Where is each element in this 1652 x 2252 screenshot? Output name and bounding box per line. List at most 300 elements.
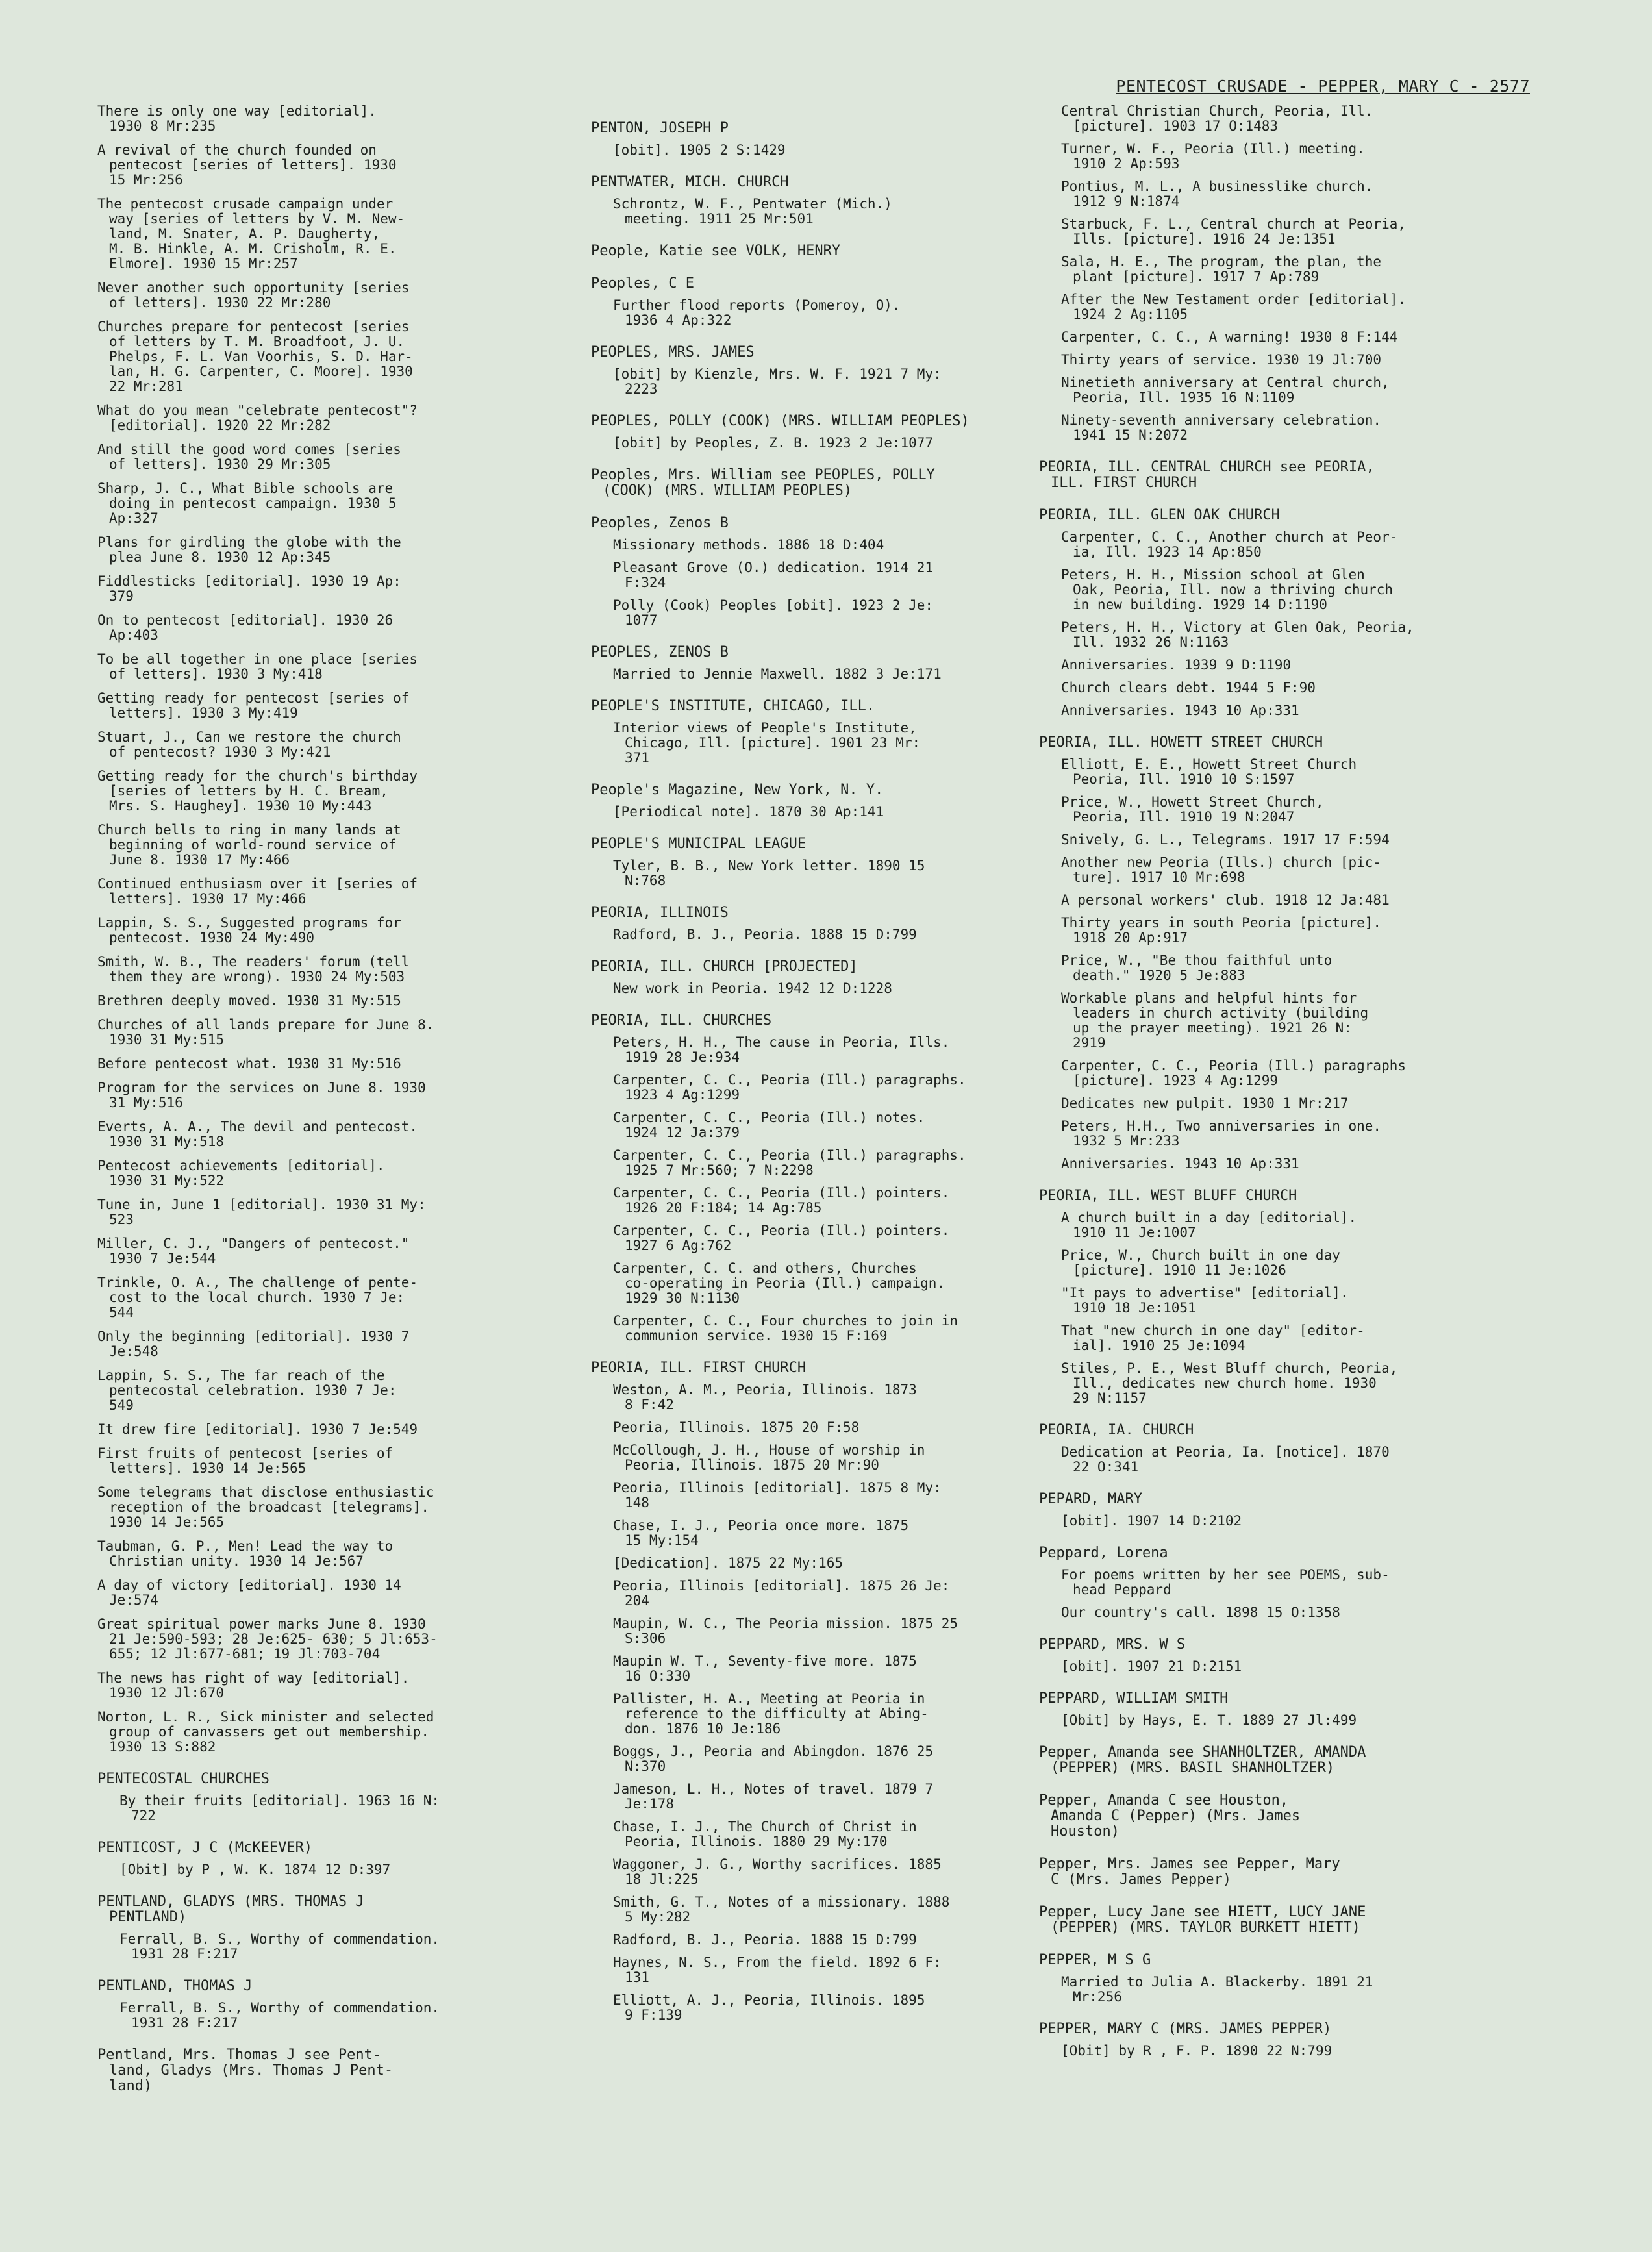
entry-line: [editorial]. 1920 22 Mr:282 <box>109 418 331 433</box>
entry-line: 1923 4 Ag:1299 <box>625 1087 740 1103</box>
entry-line: PENTICOST, J C (McKEEVER) <box>97 1840 313 1856</box>
entry-line: head Peppard <box>1073 1582 1171 1597</box>
entry-line: The pentecost crusade campaign under <box>97 196 394 212</box>
entry-line: reference to the difficulty at Abing- <box>625 1706 929 1721</box>
entry-line: People's Magazine, New York, N. Y. <box>591 782 884 798</box>
index-reference <box>119 2001 552 2031</box>
entry-line: [picture]. 1903 17 O:1483 <box>1073 118 1279 134</box>
entry-line: A personal workers' club. 1918 12 Ja:481 <box>1061 892 1390 908</box>
entry-line: Anniversaries. 1943 10 Ap:331 <box>1061 703 1299 718</box>
index-reference <box>119 1794 552 1823</box>
entry-line: Carpenter, C. C., Peoria (Ill.) paragraphs. <box>613 1072 966 1088</box>
entry-line: Peoria, Ill. 1910 19 N:2047 <box>1073 809 1295 825</box>
index-reference <box>613 1993 1045 2023</box>
entry-line: 1930 31 My:522 <box>109 1173 225 1188</box>
index-heading <box>97 1840 552 1856</box>
index-entry <box>97 104 552 134</box>
entry-line: On to pentecost [editorial]. 1930 26 <box>97 612 394 628</box>
index-heading <box>1039 1423 1494 1438</box>
index-entry <box>97 1120 552 1149</box>
entry-line: of letters]. 1930 22 Mr:280 <box>109 295 331 310</box>
entry-line: Great spiritual power marks June 8. 1930 <box>97 1616 426 1632</box>
entry-line: 1924 12 Ja:379 <box>625 1125 740 1140</box>
index-reference <box>613 927 1045 942</box>
entry-line: 22 Mr:281 <box>109 379 183 394</box>
entry-line: 1936 4 Ap:322 <box>625 312 732 328</box>
entry-line: 1918 20 Ap:917 <box>1073 930 1188 945</box>
entry-line: PENTLAND) <box>109 1909 187 1925</box>
column-3 <box>1039 104 1494 2066</box>
entry-line: Ferrall, B. S., Worthy of commendation. <box>119 2000 440 2016</box>
entry-line: 544 <box>109 1305 134 1320</box>
entry-line: C (Mrs. James Pepper) <box>1051 1871 1232 1888</box>
entry-line: Je:548 <box>109 1344 158 1359</box>
entry-line: To be all together in one place [series <box>97 651 418 667</box>
entry-line: Trinkle, O. A., The challenge of pente- <box>97 1275 418 1290</box>
index-heading <box>591 905 1045 921</box>
index-reference <box>613 367 1045 397</box>
entry-line: 2223 <box>625 381 658 397</box>
entry-line: Je:574 <box>109 1592 158 1608</box>
entry-line: Plans for girdling the globe with the <box>97 534 401 550</box>
entry-line: Ill. 1932 26 N:1163 <box>1073 634 1229 650</box>
entry-line: 1930 14 Je:565 <box>109 1514 225 1530</box>
entry-line: 655; 12 Jl:677-681; 19 Jl:703-704 <box>109 1646 381 1662</box>
entry-line: Smith, W. B., The readers' forum (tell <box>97 954 410 970</box>
index-entry <box>97 1485 552 1530</box>
index-reference <box>613 805 1045 819</box>
entry-line: pentecost. 1930 24 My:490 <box>109 930 315 945</box>
entry-line: Getting ready for pentecost [series of <box>97 690 410 706</box>
index-heading <box>1039 1492 1494 1507</box>
entry-line: [obit] by Kienzle, Mrs. W. F. 1921 7 My: <box>613 366 942 382</box>
entry-line: Peoria, Illinois. 1880 29 My:170 <box>625 1834 888 1849</box>
index-reference <box>1061 757 1494 787</box>
entry-line: plea June 8. 1930 12 Ap:345 <box>109 549 331 565</box>
index-heading <box>97 1894 552 1925</box>
index-reference <box>613 560 1045 590</box>
entry-line: Lappin, S. S., Suggested programs for <box>97 915 401 931</box>
index-heading <box>97 2047 552 2094</box>
index-reference <box>1061 832 1494 847</box>
entry-line: Pontius, M. L., A businesslike church. <box>1061 179 1373 194</box>
index-entry <box>97 143 552 188</box>
entry-line: Carpenter, C. C., Another church at Peor- <box>1061 529 1398 545</box>
entry-line: After the New Testament order [editorial]. <box>1061 292 1407 307</box>
entry-line: pentecostal celebration. 1930 7 Je: <box>109 1382 397 1398</box>
entry-line: Dedicates new pulpit. 1930 1 Mr:217 <box>1061 1095 1349 1111</box>
entry-line: [obit]. 1907 21 D:2151 <box>1061 1658 1242 1674</box>
entry-line: PENTWATER, MICH. CHURCH <box>591 174 789 190</box>
entry-line: 1931 28 F:217 <box>131 1946 238 1962</box>
entry-line: Polly (Cook) Peoples [obit]. 1923 2 Je: <box>613 597 934 613</box>
index-reference <box>1061 2044 1494 2058</box>
index-reference <box>613 1518 1045 1548</box>
entry-line: Mr:256 <box>1073 1989 1122 2005</box>
entry-line: Pepper, Amanda C see Houston, <box>1039 1792 1289 1808</box>
entry-line: don. 1876 10 Je:186 <box>625 1721 781 1736</box>
index-reference <box>613 1933 1045 1947</box>
entry-line: 722 <box>131 1808 156 1823</box>
index-entry <box>97 281 552 310</box>
entry-line: 1919 28 Je:934 <box>625 1049 740 1065</box>
entry-line: First fruits of pentecost [series of <box>97 1445 394 1461</box>
entry-line: pentecost [series of letters]. 1930 <box>109 157 397 173</box>
entry-line: 131 <box>625 1970 649 1985</box>
index-reference <box>613 1186 1045 1216</box>
entry-line: Price, W., Howett Street Church, <box>1061 794 1324 810</box>
index-reference <box>613 1857 1045 1887</box>
index-entry <box>97 535 552 565</box>
index-entry <box>97 1446 552 1476</box>
index-entry <box>97 197 552 271</box>
entry-line: Dedication at Peoria, Ia. [notice]. 1870 <box>1061 1444 1390 1460</box>
entry-line: 1930 8 Mr:235 <box>109 118 216 134</box>
index-reference <box>1061 1323 1494 1353</box>
index-heading <box>1039 735 1494 751</box>
entry-line: 2919 <box>1073 1035 1106 1051</box>
entry-line: Starbuck, F. L., Central church at Peoria, <box>1061 216 1407 232</box>
entry-line: Ap:403 <box>109 627 158 643</box>
entry-line: Peters, H. H., Victory at Glen Oak, Peoria, <box>1061 619 1414 635</box>
index-entry <box>97 1671 552 1701</box>
index-reference <box>1061 1210 1494 1240</box>
entry-line: "It pays to advertise" [editorial]. <box>1061 1285 1349 1301</box>
entry-line: meeting. 1911 25 Mr:501 <box>625 211 814 227</box>
entry-line: 15 My:154 <box>625 1533 699 1548</box>
index-reference <box>1061 1096 1494 1111</box>
entry-line: Peoples, C E <box>591 275 694 292</box>
entry-line: (COOK) (MRS. WILLIAM PEOPLES) <box>603 482 853 499</box>
entry-line: [Periodical note]. 1870 30 Ap:141 <box>613 804 884 819</box>
index-reference <box>1061 1058 1494 1088</box>
entry-line: co-operating in Peoria (Ill.) campaign. <box>625 1275 945 1291</box>
entry-line: Church clears debt. 1944 5 F:90 <box>1061 680 1316 695</box>
index-reference <box>613 598 1045 628</box>
index-heading <box>591 345 1045 360</box>
entry-line: of letters]. 1930 29 Mr:305 <box>109 457 331 472</box>
index-heading <box>591 1360 1045 1376</box>
index-reference <box>613 1420 1045 1435</box>
entry-line: letters]. 1930 17 My:466 <box>109 891 307 907</box>
entry-line: Radford, B. J., Peoria. 1888 15 D:799 <box>613 927 917 942</box>
index-reference <box>1061 1605 1494 1620</box>
entry-line: 1910 2 Ap:593 <box>1073 156 1180 171</box>
entry-line: June 8. 1930 17 My:466 <box>109 852 290 868</box>
index-reference <box>613 1616 1045 1646</box>
entry-line: By their fruits [editorial]. 1963 16 N: <box>119 1793 440 1808</box>
column-1 <box>97 104 552 2101</box>
entry-line: of letters by T. M. Broadfoot, J. U. <box>109 334 405 349</box>
entry-line: Carpenter, C. C., Peoria (Ill.) pointers. <box>613 1185 950 1201</box>
entry-line: 8 F:42 <box>625 1397 674 1412</box>
index-entry <box>97 1710 552 1755</box>
index-heading <box>591 414 1045 429</box>
column-2 <box>591 104 1045 2031</box>
entry-line: Brethren deeply moved. 1930 31 My:515 <box>97 993 401 1008</box>
index-entry <box>97 823 552 868</box>
index-reference <box>613 1579 1045 1608</box>
entry-line: up the prayer meeting). 1921 26 N: <box>1073 1020 1352 1036</box>
index-heading <box>591 959 1045 975</box>
entry-line: Mrs. S. Haughey]. 1930 10 My:443 <box>109 798 372 814</box>
index-reference <box>613 436 1045 451</box>
entry-line: Some telegrams that disclose enthusiastic <box>97 1484 434 1500</box>
entry-line: Workable plans and helpful hints for <box>1061 990 1357 1006</box>
index-heading <box>1039 1793 1494 1840</box>
index-reference <box>1061 620 1494 650</box>
entry-line: [Dedication]. 1875 22 My:165 <box>613 1555 844 1571</box>
entry-line: 1925 7 Mr:560; 7 N:2298 <box>625 1162 814 1178</box>
index-reference <box>613 1556 1045 1571</box>
entry-line: land) <box>109 2078 153 2094</box>
index-entry <box>97 1617 552 1662</box>
entry-line: New work in Peoria. 1942 12 D:1228 <box>613 981 892 996</box>
entry-line: Peters, H.H., Two anniversaries in one. <box>1061 1118 1382 1134</box>
entry-line: Maupin, W. C., The Peoria mission. 1875 25 <box>613 1616 958 1631</box>
index-reference <box>1061 217 1494 247</box>
entry-line: 1929 30 N:1130 <box>625 1290 740 1306</box>
entry-line: reception of the broadcast [telegrams]. <box>109 1499 430 1515</box>
index-heading <box>591 175 1045 190</box>
entry-line: Peoria, Illinois. 1875 20 F:58 <box>613 1420 860 1435</box>
index-reference <box>613 1110 1045 1140</box>
entry-line: Interior views of People's Institute, <box>613 720 917 736</box>
entry-line: Central Christian Church, Peoria, Ill. <box>1061 103 1373 119</box>
entry-line: 1930 7 Je:544 <box>109 1251 216 1266</box>
entry-line: 379 <box>109 588 134 604</box>
entry-line: PEORIA, ILL. HOWETT STREET CHURCH <box>1039 734 1323 751</box>
entry-line: [Obit] by Hays, E. T. 1889 27 Jl:499 <box>1061 1712 1357 1728</box>
entry-line: N:370 <box>625 1758 666 1774</box>
entry-line: Anniversaries. 1939 9 D:1190 <box>1061 657 1292 673</box>
entry-line: PEORIA, ILL. GLEN OAK CHURCH <box>1039 507 1280 523</box>
entry-line: Weston, A. M., Peoria, Illinois. 1873 <box>613 1382 917 1397</box>
index-reference <box>1061 255 1494 284</box>
entry-line: Everts, A. A., The devil and pentecost. <box>97 1119 418 1134</box>
entry-line: Carpenter, C. C., Peoria (Ill.) pointers. <box>613 1223 950 1238</box>
entry-line: way [series of letters by V. M. New- <box>109 211 405 227</box>
entry-line: Radford, B. J., Peoria. 1888 15 D:799 <box>613 1932 917 1947</box>
index-entry <box>97 955 552 984</box>
index-reference <box>1061 413 1494 443</box>
entry-line: Pleasant Grove (O.) dedication. 1914 21 <box>613 560 934 575</box>
entry-line: Sharp, J. C., What Bible schools are <box>97 481 394 496</box>
index-entry <box>97 1197 552 1227</box>
entry-line: Haynes, N. S., From the field. 1892 6 F: <box>613 1955 942 1970</box>
entry-line: M. B. Hinkle, A. M. Crisholm, R. E. <box>109 241 397 256</box>
index-heading <box>1039 1691 1494 1707</box>
index-heading <box>1039 1745 1494 1776</box>
index-heading <box>1039 460 1494 491</box>
index-entry <box>97 1057 552 1071</box>
index-reference <box>1061 953 1494 983</box>
entry-line: Pallister, H. A., Meeting at Peoria in <box>613 1691 925 1707</box>
entry-line: Peoples, Zenos B <box>591 515 729 531</box>
entry-line: PEORIA, IA. CHURCH <box>1039 1422 1194 1438</box>
index-reference <box>1061 1286 1494 1316</box>
entry-line: Peoples, Mrs. William see PEOPLES, POLLY <box>591 467 935 483</box>
index-reference <box>613 1481 1045 1510</box>
entry-line: What do you mean "celebrate pentecost"? <box>97 403 418 418</box>
entry-line: communion service. 1930 15 F:169 <box>625 1328 888 1344</box>
entry-line: PEOPLE'S MUNICIPAL LEAGUE <box>591 836 807 852</box>
entry-line: Waggoner, J. G., Worthy sacrifices. 1885 <box>613 1857 942 1872</box>
index-reference <box>1061 330 1494 345</box>
index-entry <box>97 1018 552 1047</box>
entry-line: group of canvassers get out membership. <box>109 1724 430 1740</box>
index-reference <box>1061 658 1494 673</box>
index-heading <box>1039 1545 1494 1561</box>
entry-line: Snively, G. L., Telegrams. 1917 17 F:594 <box>1061 832 1390 847</box>
index-heading <box>1039 1953 1494 1968</box>
entry-line: Never another such opportunity [series <box>97 280 410 295</box>
entry-line: PEPPER, M S G <box>1039 1952 1151 1968</box>
entry-line: [obit] by Peoples, Z. B. 1923 2 Je:1077 <box>613 435 934 451</box>
entry-line: Carpenter, C. C., Peoria (Ill.) notes. <box>613 1110 925 1125</box>
entry-line: Price, W., Church built in one day <box>1061 1247 1340 1263</box>
entry-line: 29 N:1157 <box>1073 1390 1147 1406</box>
index-reference <box>1061 1361 1494 1406</box>
entry-line: Phelps, F. L. Van Voorhis, S. D. Har- <box>109 349 413 364</box>
entry-line: Elliott, E. E., Howett Street Church <box>1061 757 1357 772</box>
entry-line: Schrontz, W. F., Pentwater (Mich.) <box>613 196 892 212</box>
index-reference <box>1061 1119 1494 1149</box>
index-heading <box>97 1771 552 1787</box>
entry-line: Lappin, S. S., The far reach of the <box>97 1368 385 1383</box>
entry-line: (PEPPER) (MRS. BASIL SHANHOLTZER) <box>1051 1760 1335 1776</box>
entry-line: Only the beginning [editorial]. 1930 7 <box>97 1329 410 1344</box>
index-heading <box>591 276 1045 292</box>
entry-line: Ap:327 <box>109 510 158 526</box>
index-reference <box>1061 1713 1494 1728</box>
entry-line: PEPPARD, MRS. W S <box>1039 1636 1186 1653</box>
entry-line: Carpenter, C. C., A warning! 1930 8 F:144 <box>1061 329 1398 345</box>
entry-line: PEORIA, ILL. FIRST CHURCH <box>591 1360 807 1376</box>
index-entry <box>97 769 552 814</box>
entry-line: 1926 20 F:184; 14 Ag:785 <box>625 1200 822 1216</box>
entry-line: The news has right of way [editorial]. <box>97 1670 410 1686</box>
entry-line: 15 Mr:256 <box>109 172 183 188</box>
entry-line: People, Katie see VOLK, HENRY <box>591 243 841 259</box>
index-reference <box>613 143 1045 158</box>
entry-line: PEPPER, MARY C (MRS. JAMES PEPPER) <box>1039 2021 1332 2037</box>
entry-line: of letters]. 1930 3 My:418 <box>109 666 323 682</box>
entry-line: 1927 6 Ag:762 <box>625 1238 732 1253</box>
entry-line: Ninetieth anniversary at Central church, <box>1061 375 1390 390</box>
entry-line: It drew fire [editorial]. 1930 7 Je:549 <box>97 1421 418 1437</box>
entry-line: PEORIA, ILL. CENTRAL CHURCH see PEORIA, <box>1039 459 1375 475</box>
entry-line: PEOPLE'S INSTITUTE, CHICAGO, ILL. <box>591 698 875 714</box>
entry-line: A revival of the church founded on <box>97 142 377 158</box>
entry-line: Chicago, Ill. [picture]. 1901 23 Mr: <box>625 735 921 751</box>
index-heading <box>591 516 1045 531</box>
index-reference <box>613 1035 1045 1065</box>
index-entry <box>97 652 552 682</box>
entry-line: Further flood reports (Pomeroy, O). <box>613 297 901 313</box>
entry-line: PENTLAND, THOMAS J <box>97 1978 253 1994</box>
entry-line: Norton, L. R., Sick minister and selected <box>97 1709 434 1725</box>
entry-line: letters]. 1930 3 My:419 <box>109 705 298 721</box>
index-heading <box>591 645 1045 660</box>
index-reference <box>1061 1514 1494 1529</box>
index-entry <box>97 1422 552 1437</box>
entry-line: PEOPLES, MRS. JAMES <box>591 344 755 360</box>
entry-line: Carpenter, C. C., Four churches to join in <box>613 1313 958 1329</box>
entry-line: F:324 <box>625 575 666 590</box>
entry-line: That "new church in one day" [editor- <box>1061 1323 1365 1338</box>
entry-line: Turner, W. F., Peoria (Ill.) meeting. <box>1061 141 1365 156</box>
index-reference <box>1061 855 1494 885</box>
entry-line: letters]. 1930 14 Je:565 <box>109 1460 307 1476</box>
entry-line: Chase, I. J., Peoria once more. 1875 <box>613 1518 909 1533</box>
index-reference <box>1061 991 1494 1051</box>
entry-line: 16 O:330 <box>625 1668 691 1684</box>
entry-line: PEORIA, ILLINOIS <box>591 905 729 921</box>
entry-line: 1910 18 Je:1051 <box>1073 1300 1196 1316</box>
index-entry <box>97 1578 552 1608</box>
entry-line: 148 <box>625 1495 649 1510</box>
entry-line: 1912 9 N:1874 <box>1073 194 1180 209</box>
index-reference <box>613 1895 1045 1925</box>
entry-line: Stuart, J., Can we restore the church <box>97 729 401 745</box>
index-heading <box>591 1013 1045 1029</box>
index-reference <box>1061 703 1494 718</box>
entry-line: land, M. Snater, A. P. Daugherty, <box>109 226 381 242</box>
entry-line: [series of letters by H. C. Bream, <box>109 783 388 799</box>
index-reference <box>613 1654 1045 1684</box>
index-reference <box>1061 1568 1494 1597</box>
entry-line: Houston) <box>1051 1823 1120 1840</box>
index-heading <box>1039 508 1494 523</box>
index-reference <box>613 1382 1045 1412</box>
entry-line: Pentland, Mrs. Thomas J see Pent- <box>97 2047 382 2063</box>
entry-line: [obit]. 1905 2 S:1429 <box>613 142 786 158</box>
index-reference <box>613 667 1045 682</box>
index-entry <box>97 613 552 643</box>
index-heading <box>591 468 1045 499</box>
entry-line: ture]. 1917 10 Mr:698 <box>1073 870 1245 885</box>
entry-line: Peoria, Ill. 1935 16 N:1109 <box>1073 390 1295 405</box>
entry-line: in new building. 1929 14 D:1190 <box>1073 597 1327 612</box>
index-reference <box>1061 142 1494 171</box>
entry-line: Another new Peoria (Ills.) church [pic- <box>1061 855 1382 870</box>
index-entry <box>97 1081 552 1110</box>
entry-line: Maupin W. T., Seventy-five more. 1875 <box>613 1653 917 1669</box>
entry-line: Peters, H. H., The cause in Peoria, Ills. <box>613 1034 950 1050</box>
index-reference <box>1061 1975 1494 2005</box>
entry-line: Carpenter, C. C., Peoria (Ill.) paragraphs. <box>613 1147 966 1163</box>
index-reference <box>1061 530 1494 560</box>
index-entry <box>97 1158 552 1188</box>
entry-line: Peoria, Ill. 1910 10 S:1597 <box>1073 771 1295 787</box>
entry-line: Peoria, Illinois [editorial]. 1875 8 My: <box>613 1480 942 1495</box>
entry-line: 1941 15 N:2072 <box>1073 427 1188 443</box>
entry-line: Pentecost achievements [editorial]. <box>97 1158 385 1173</box>
index-reference <box>613 1782 1045 1812</box>
entry-line: Taubman, G. P., Men! Lead the way to <box>97 1538 394 1554</box>
entry-line: Churches prepare for pentecost [series <box>97 319 410 334</box>
index-entry <box>97 1368 552 1413</box>
entry-line: cost to the local church. 1930 7 Je: <box>109 1290 405 1305</box>
index-reference <box>613 1692 1045 1736</box>
index-reference <box>613 298 1045 328</box>
index-reference <box>1061 1659 1494 1674</box>
index-reference <box>613 1820 1045 1849</box>
entry-line: Peoria, Illinois [editorial]. 1875 26 Je: <box>613 1578 950 1594</box>
index-reference <box>1061 1248 1494 1278</box>
index-heading <box>1039 1188 1494 1204</box>
